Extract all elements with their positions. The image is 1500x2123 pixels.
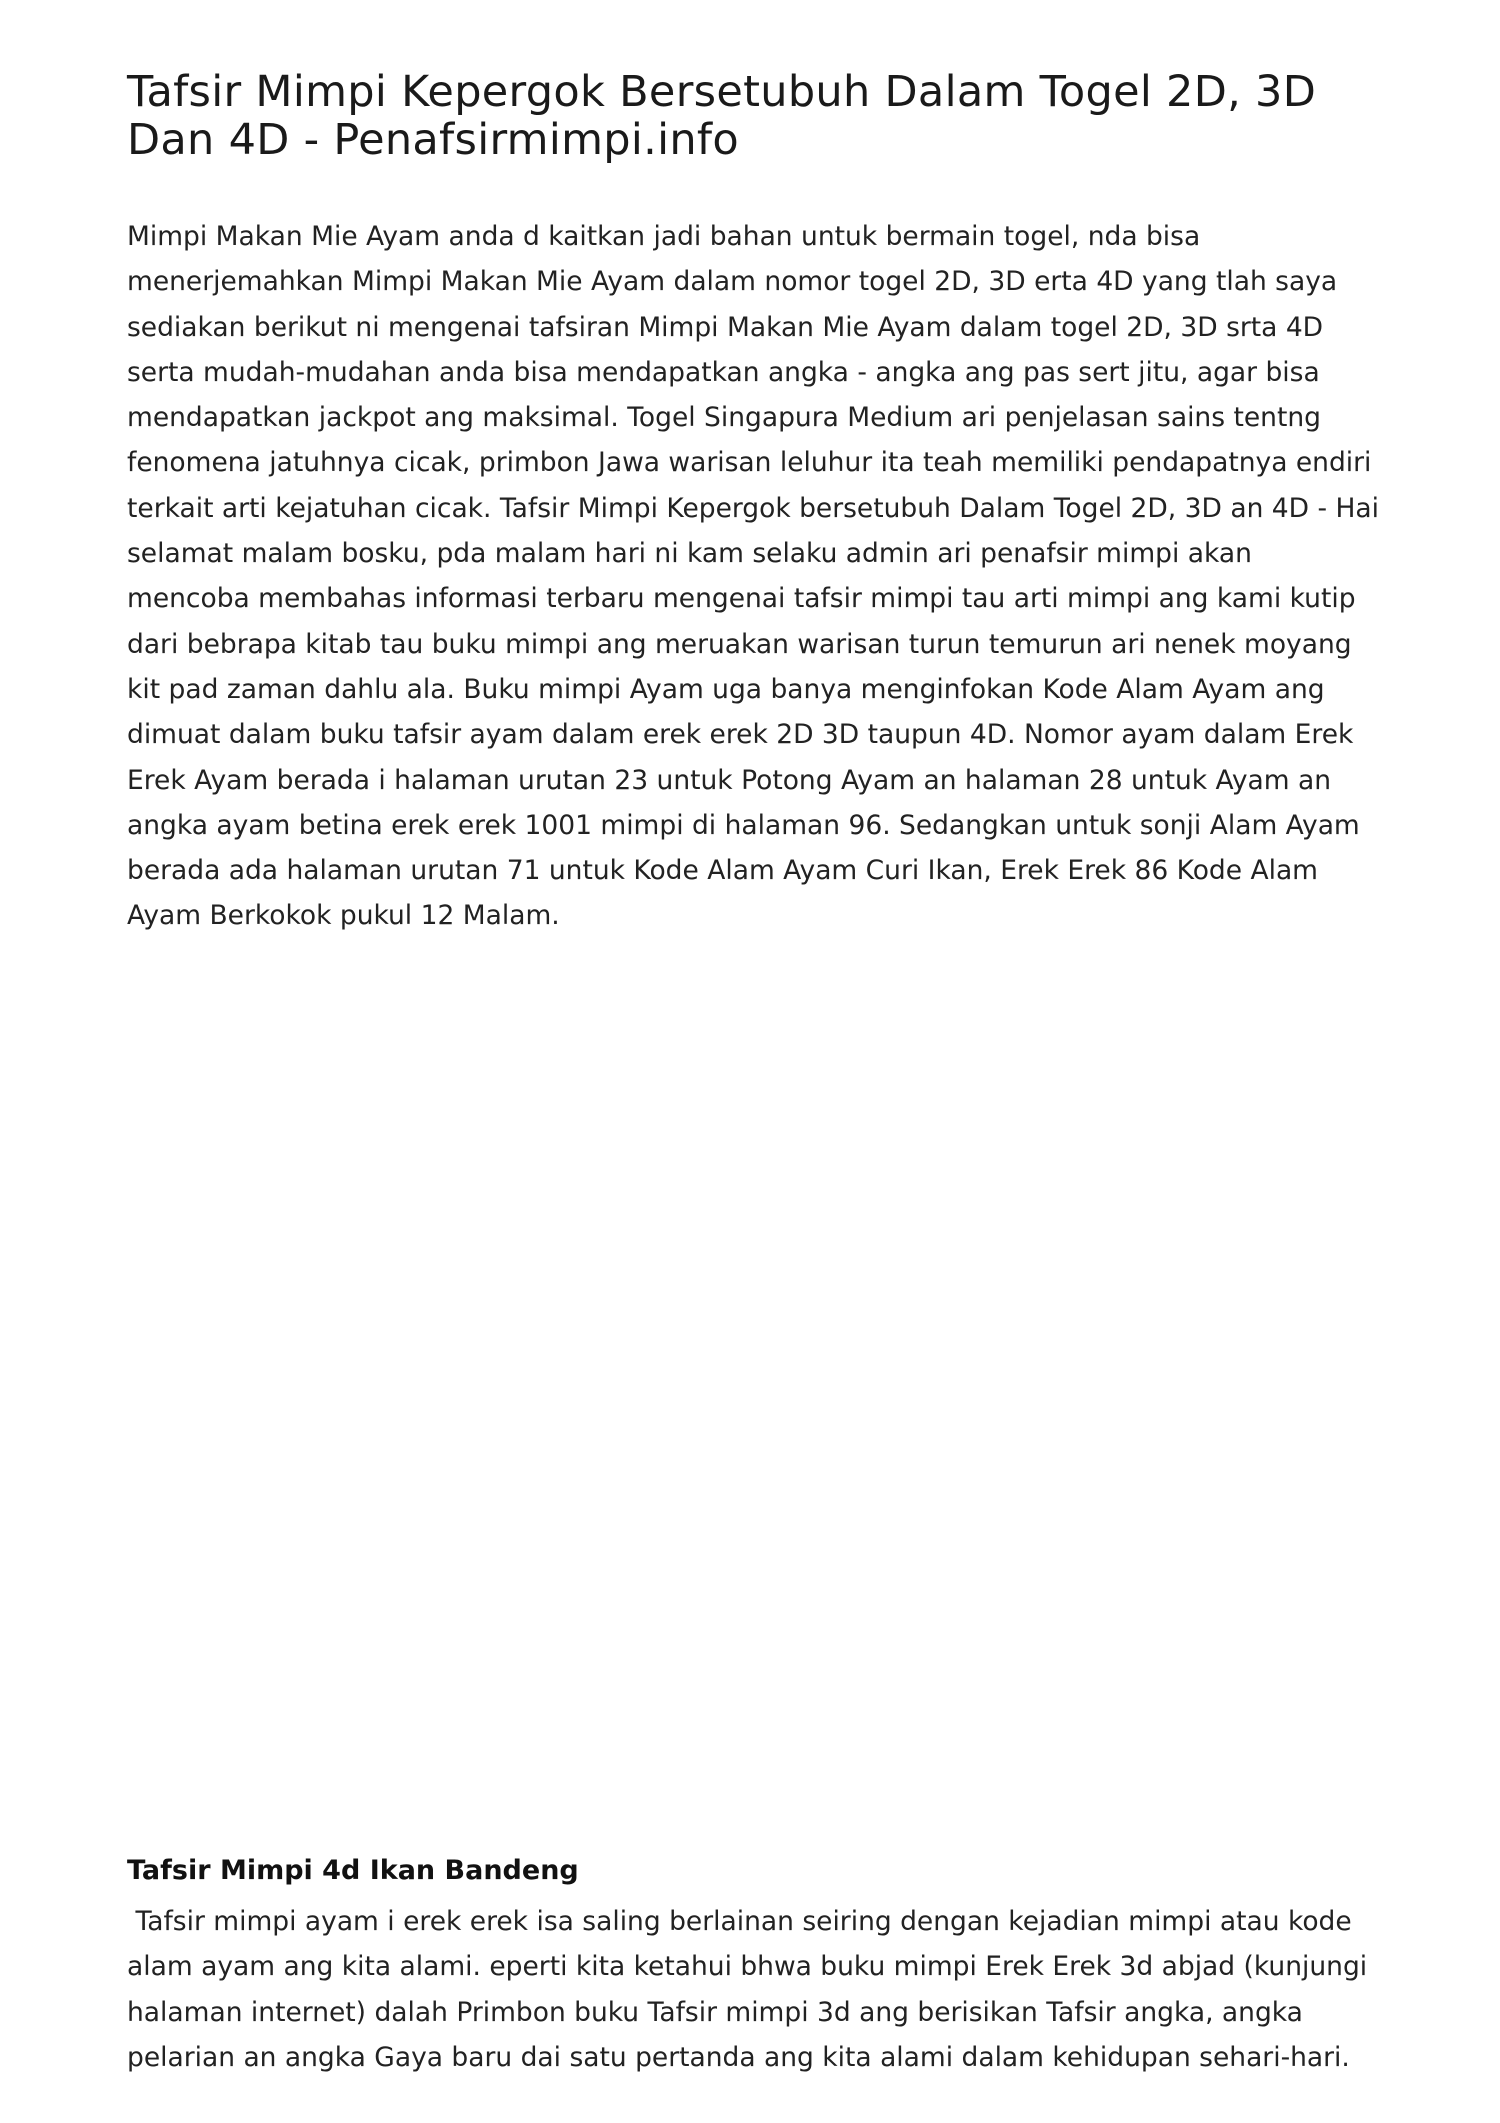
- intro-paragraph: Mimpi Makan Mie Ayam anda d kaitkan jadi bahan untuk bermain togel, nda bisa menerjemahkan Mimpi Makan Mie Ayam dalam nomor togel 2D, 3D erta 4D yang tlah saya sediakan berikut ni mengenai tafsiran Mimpi Makan Mie Ayam dalam togel 2D, 3D srta 4D serta mudah-mudahan anda bisa mendapatkan angka - angka ang pas sert jitu, agar bisa mendapatkan jackpot ang maksimal. Togel Singapura Medium ari penjelasan sains tentng fenomena jatuhnya cicak, primbon Jawa warisan leluhur ita teah memiliki pendapatnya endiri terkait arti kejatuhan cicak. Tafsir Mimpi Kepergok bersetubuh Dalam Togel 2D, 3D an 4D - Hai selamat malam bosku, pda malam hari ni kam selaku admin ari penafsir mimpi akan mencoba membahas informasi terbaru mengenai tafsir mimpi tau arti mimpi ang kami kutip dari bebrapa kitab tau buku mimpi ang meruakan warisan turun temurun ari nenek moyang kit pad zaman dahlu ala. Buku mimpi Ayam uga banya menginfokan Kode Alam Ayam ang dimuat dalam buku tafsir ayam dalam erek erek 2D 3D taupun 4D. Nomor ayam dalam Erek Erek Ayam berada i halaman urutan 23 untuk Potong Ayam an halaman 28 untuk Ayam an angka ayam betina erek erek 1001 mimpi di halaman 96. Sedangkan untuk sonji Alam Ayam berada ada halaman urutan 71 untuk Kode Alam Ayam Curi Ikan, Erek Erek 86 Kode Alam Ayam Berkokok pukul 12 Malam.: [127, 221, 1388, 932]
- section-heading: Tafsir Mimpi 4d Ikan Bandeng: [127, 1855, 579, 1886]
- document-title: Tafsir Mimpi Kepergok Bersetubuh Dalam Togel 2D, 3D Dan 4D - Penafsirmimpi.info: [127, 67, 1317, 165]
- section-paragraph: Tafsir mimpi ayam i erek erek isa saling berlainan seiring dengan kejadian mimpi atau kode alam ayam ang kita alami. eperti kita ketahui bhwa buku mimpi Erek Erek 3d abjad (kunjungi halaman internet) dalah Primbon buku Tafsir mimpi 3d ang berisikan Tafsir angka, angka pelarian an angka Gaya baru dai satu pertanda ang kita alami dalam kehidupan sehari-hari.: [127, 1906, 1376, 2073]
